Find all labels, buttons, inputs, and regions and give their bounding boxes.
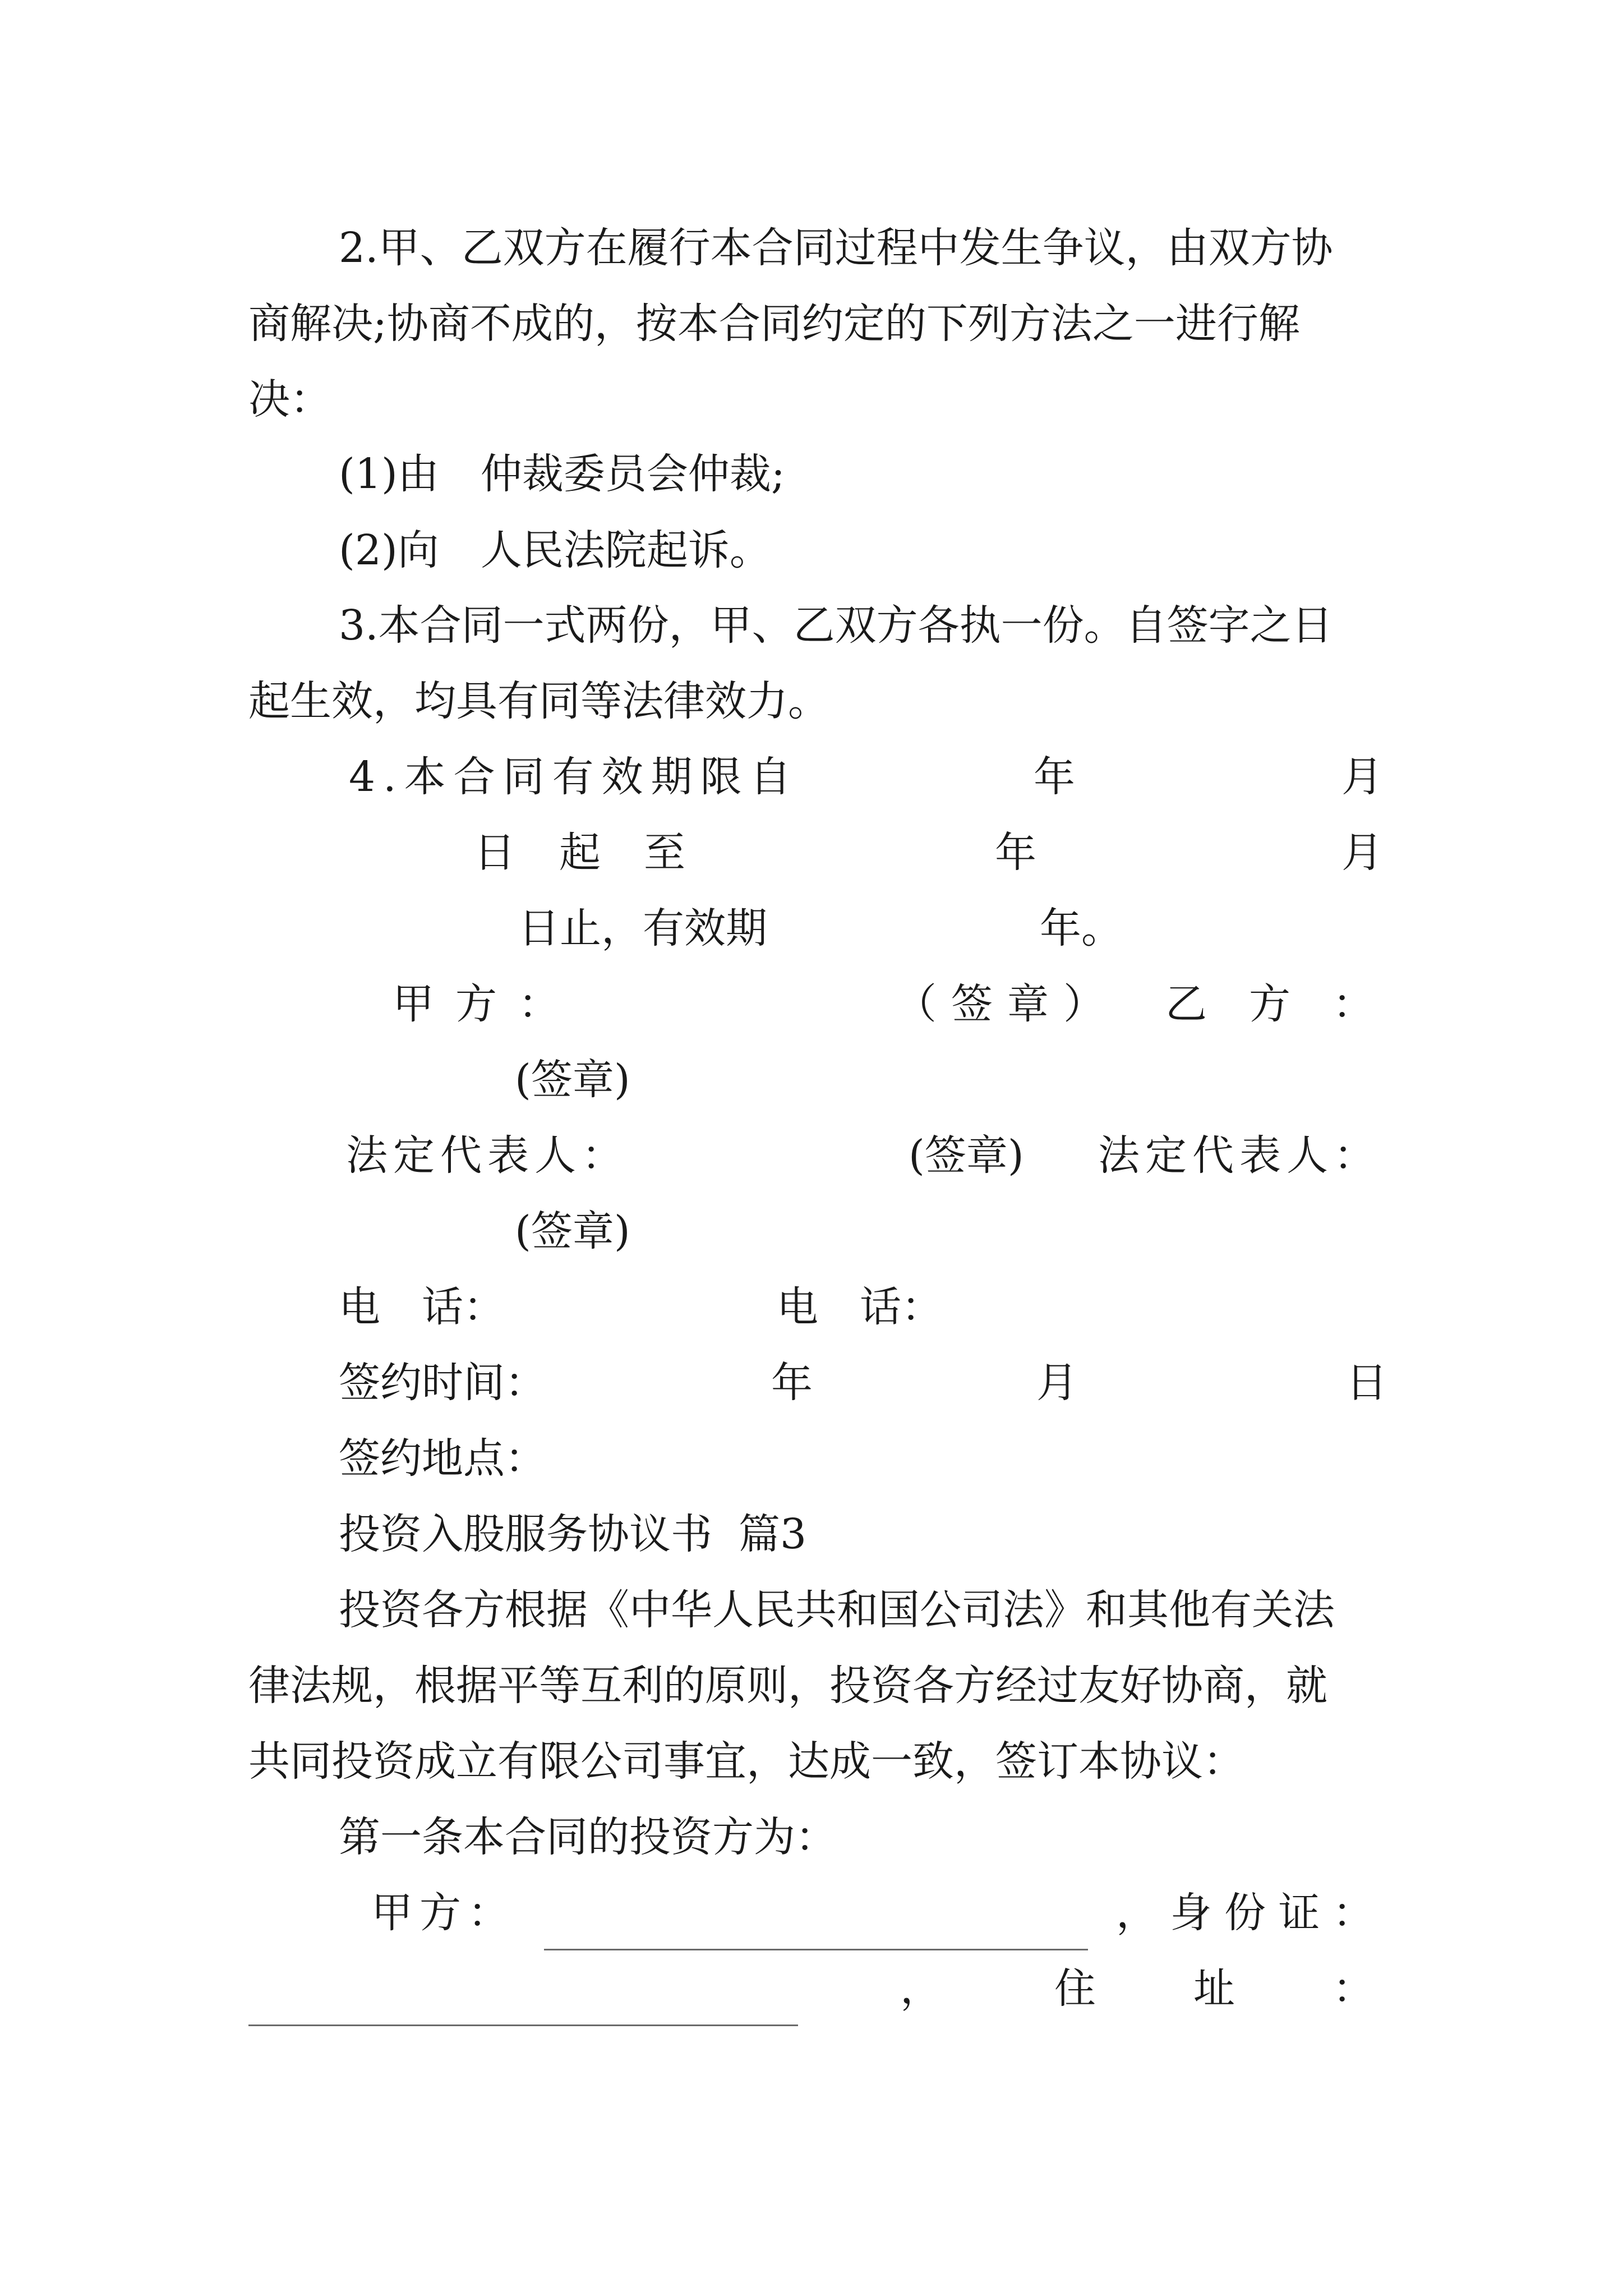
signing-day: 日: [1346, 1359, 1387, 1407]
clause2-option1: (1)由 仲裁委员会仲裁;: [339, 450, 785, 498]
seal-label-3: (签章): [909, 1131, 1024, 1180]
signing-year: 年: [771, 1359, 813, 1407]
id-card-label: ， 身 份 证 ：: [1116, 1889, 1374, 1937]
seal-label-2: (签章): [515, 1056, 630, 1104]
clause4-to: 至: [644, 829, 685, 877]
clause4-term-years: 年。: [1040, 904, 1123, 953]
investor-a-label: 甲 方 ：: [371, 1889, 509, 1937]
clause2-line2: 商解决;协商不成的，按本合同约定的下列方法之一进行解: [248, 300, 1300, 348]
legal-rep-a-label: 法定代表人：: [346, 1131, 629, 1180]
clause4-month-2: 月: [1341, 829, 1383, 877]
id-card-blank-line: [248, 2024, 798, 2026]
party-a-label: 甲 方 ：: [393, 980, 560, 1028]
clause2-option2: (2)向 人民法院起诉。: [339, 526, 771, 574]
section3-intro-line3: 共同投资成立有限公司事宜，达成一致，签订本协议：: [248, 1737, 1244, 1786]
article1-title: 第一条本合同的投资方为：: [339, 1813, 837, 1861]
clause4-year-2: 年: [995, 829, 1036, 877]
clause4-from: 起: [559, 829, 601, 877]
address-label: 住 址 ：: [1054, 1964, 1374, 2013]
clause2-line3: 决：: [248, 375, 331, 424]
clause4-day-1: 日: [474, 829, 515, 877]
phone-b-label: 电 话：: [777, 1283, 943, 1331]
phone-a-label: 电 话：: [339, 1283, 505, 1331]
clause4-until: 日止，有效期: [518, 904, 767, 953]
signing-date-label: 签约时间：: [339, 1359, 546, 1407]
investor-a-blank-line: [544, 1949, 1088, 1950]
clause4-month-1: 月: [1341, 753, 1383, 801]
clause3-line1: 3.本合同一式两份，甲、乙双方各执一份。自签字之日: [339, 601, 1333, 650]
section3-intro-line1: 投资各方根据《中华人民共和国公司法》和其他有关法: [339, 1586, 1335, 1634]
seal-label-4: (签章): [515, 1207, 630, 1255]
party-b-label: 乙 方 ：: [1165, 980, 1374, 1028]
section3-intro-line2: 律法规，根据平等互利的原则，投资各方经过友好协商，就: [248, 1662, 1327, 1710]
legal-rep-b-label: 法定代表人：: [1098, 1131, 1381, 1180]
seal-label-1: （ 签 章 ）: [895, 980, 1105, 1028]
clause4-year-1: 年: [1034, 753, 1075, 801]
clause4-validity-from: 4.本合同有效期限自: [349, 753, 799, 801]
id-comma: ，: [900, 1964, 942, 2013]
clause3-line2: 起生效，均具有同等法律效力。: [248, 677, 829, 725]
signing-month: 月: [1036, 1359, 1078, 1407]
clause2-line1: 2.甲、乙双方在履行本合同过程中发生争议，由双方协: [339, 224, 1333, 272]
section-heading: 投资入股服务协议书 篇3: [339, 1510, 807, 1558]
signing-place-label: 签约地点：: [339, 1434, 546, 1483]
